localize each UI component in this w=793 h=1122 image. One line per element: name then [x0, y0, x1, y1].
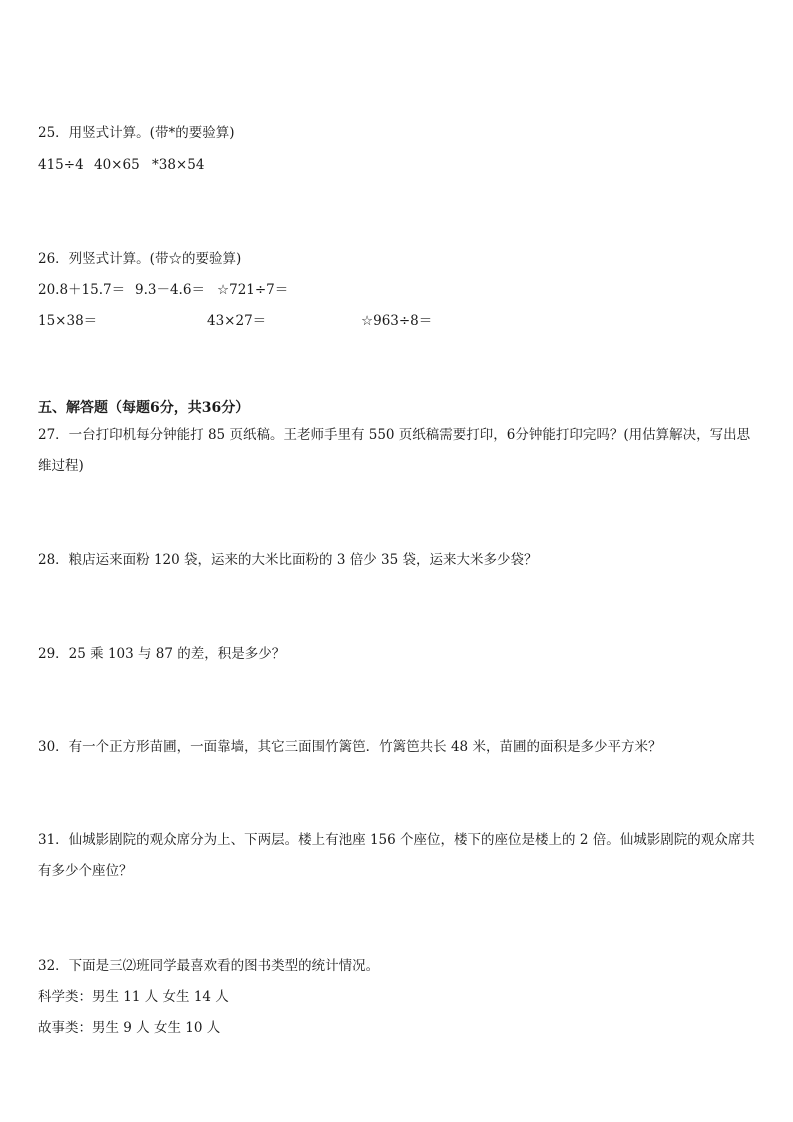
- q25-expression-2: 40×65: [94, 157, 140, 173]
- q32-science-line: 科学类：男生 11 人 女生 14 人: [38, 989, 229, 1005]
- q26-title: 26．列竖式计算。(带☆的要验算): [38, 251, 242, 267]
- q26-expression-5: 43×27＝: [207, 313, 267, 329]
- q32-title: 32．下面是三⑵班同学最喜欢看的图书类型的统计情况。: [38, 958, 380, 974]
- q26-expression-3: ☆721÷7＝: [217, 282, 289, 298]
- q27-text: 27．一台打印机每分钟能打 85 页纸稿。王老师手里有 550 页纸稿需要打印，6分钟能打印完吗？(用估算解决，写出思维过程): [38, 427, 751, 474]
- q32-story-line: 故事类：男生 9 人 女生 10 人: [38, 1020, 221, 1036]
- q25-title: 25．用竖式计算。(带*的要验算): [38, 125, 235, 141]
- q25-expression-1: 415÷4: [38, 157, 84, 173]
- q26-expression-2: 9.3－4.6＝: [135, 282, 205, 298]
- q26-expression-1: 20.8＋15.7＝: [38, 282, 126, 298]
- q31-text: 31．仙城影剧院的观众席分为上、下两层。楼上有池座 156 个座位，楼下的座位是楼上的 2 倍。仙城影剧院的观众席共有多少个座位？: [38, 832, 755, 879]
- q29-text: 29．25 乘 103 与 87 的差，积是多少？: [38, 646, 286, 662]
- q28-text: 28．粮店运来面粉 120 袋，运来的大米比面粉的 3 倍少 35 袋，运来大米多少袋？: [38, 552, 538, 568]
- q26-expression-4: 15×38＝: [38, 313, 98, 329]
- section-heading: 五、解答题（每题6分，共36分）: [38, 400, 250, 416]
- q26-expression-6: ☆963÷8＝: [361, 313, 433, 329]
- q30-text: 30．有一个正方形苗圃，一面靠墙，其它三面围竹篱笆．竹篱笆共长 48 米，苗圃的面积是多少平方米？: [38, 739, 662, 755]
- q25-expression-3: *38×54: [152, 157, 205, 173]
